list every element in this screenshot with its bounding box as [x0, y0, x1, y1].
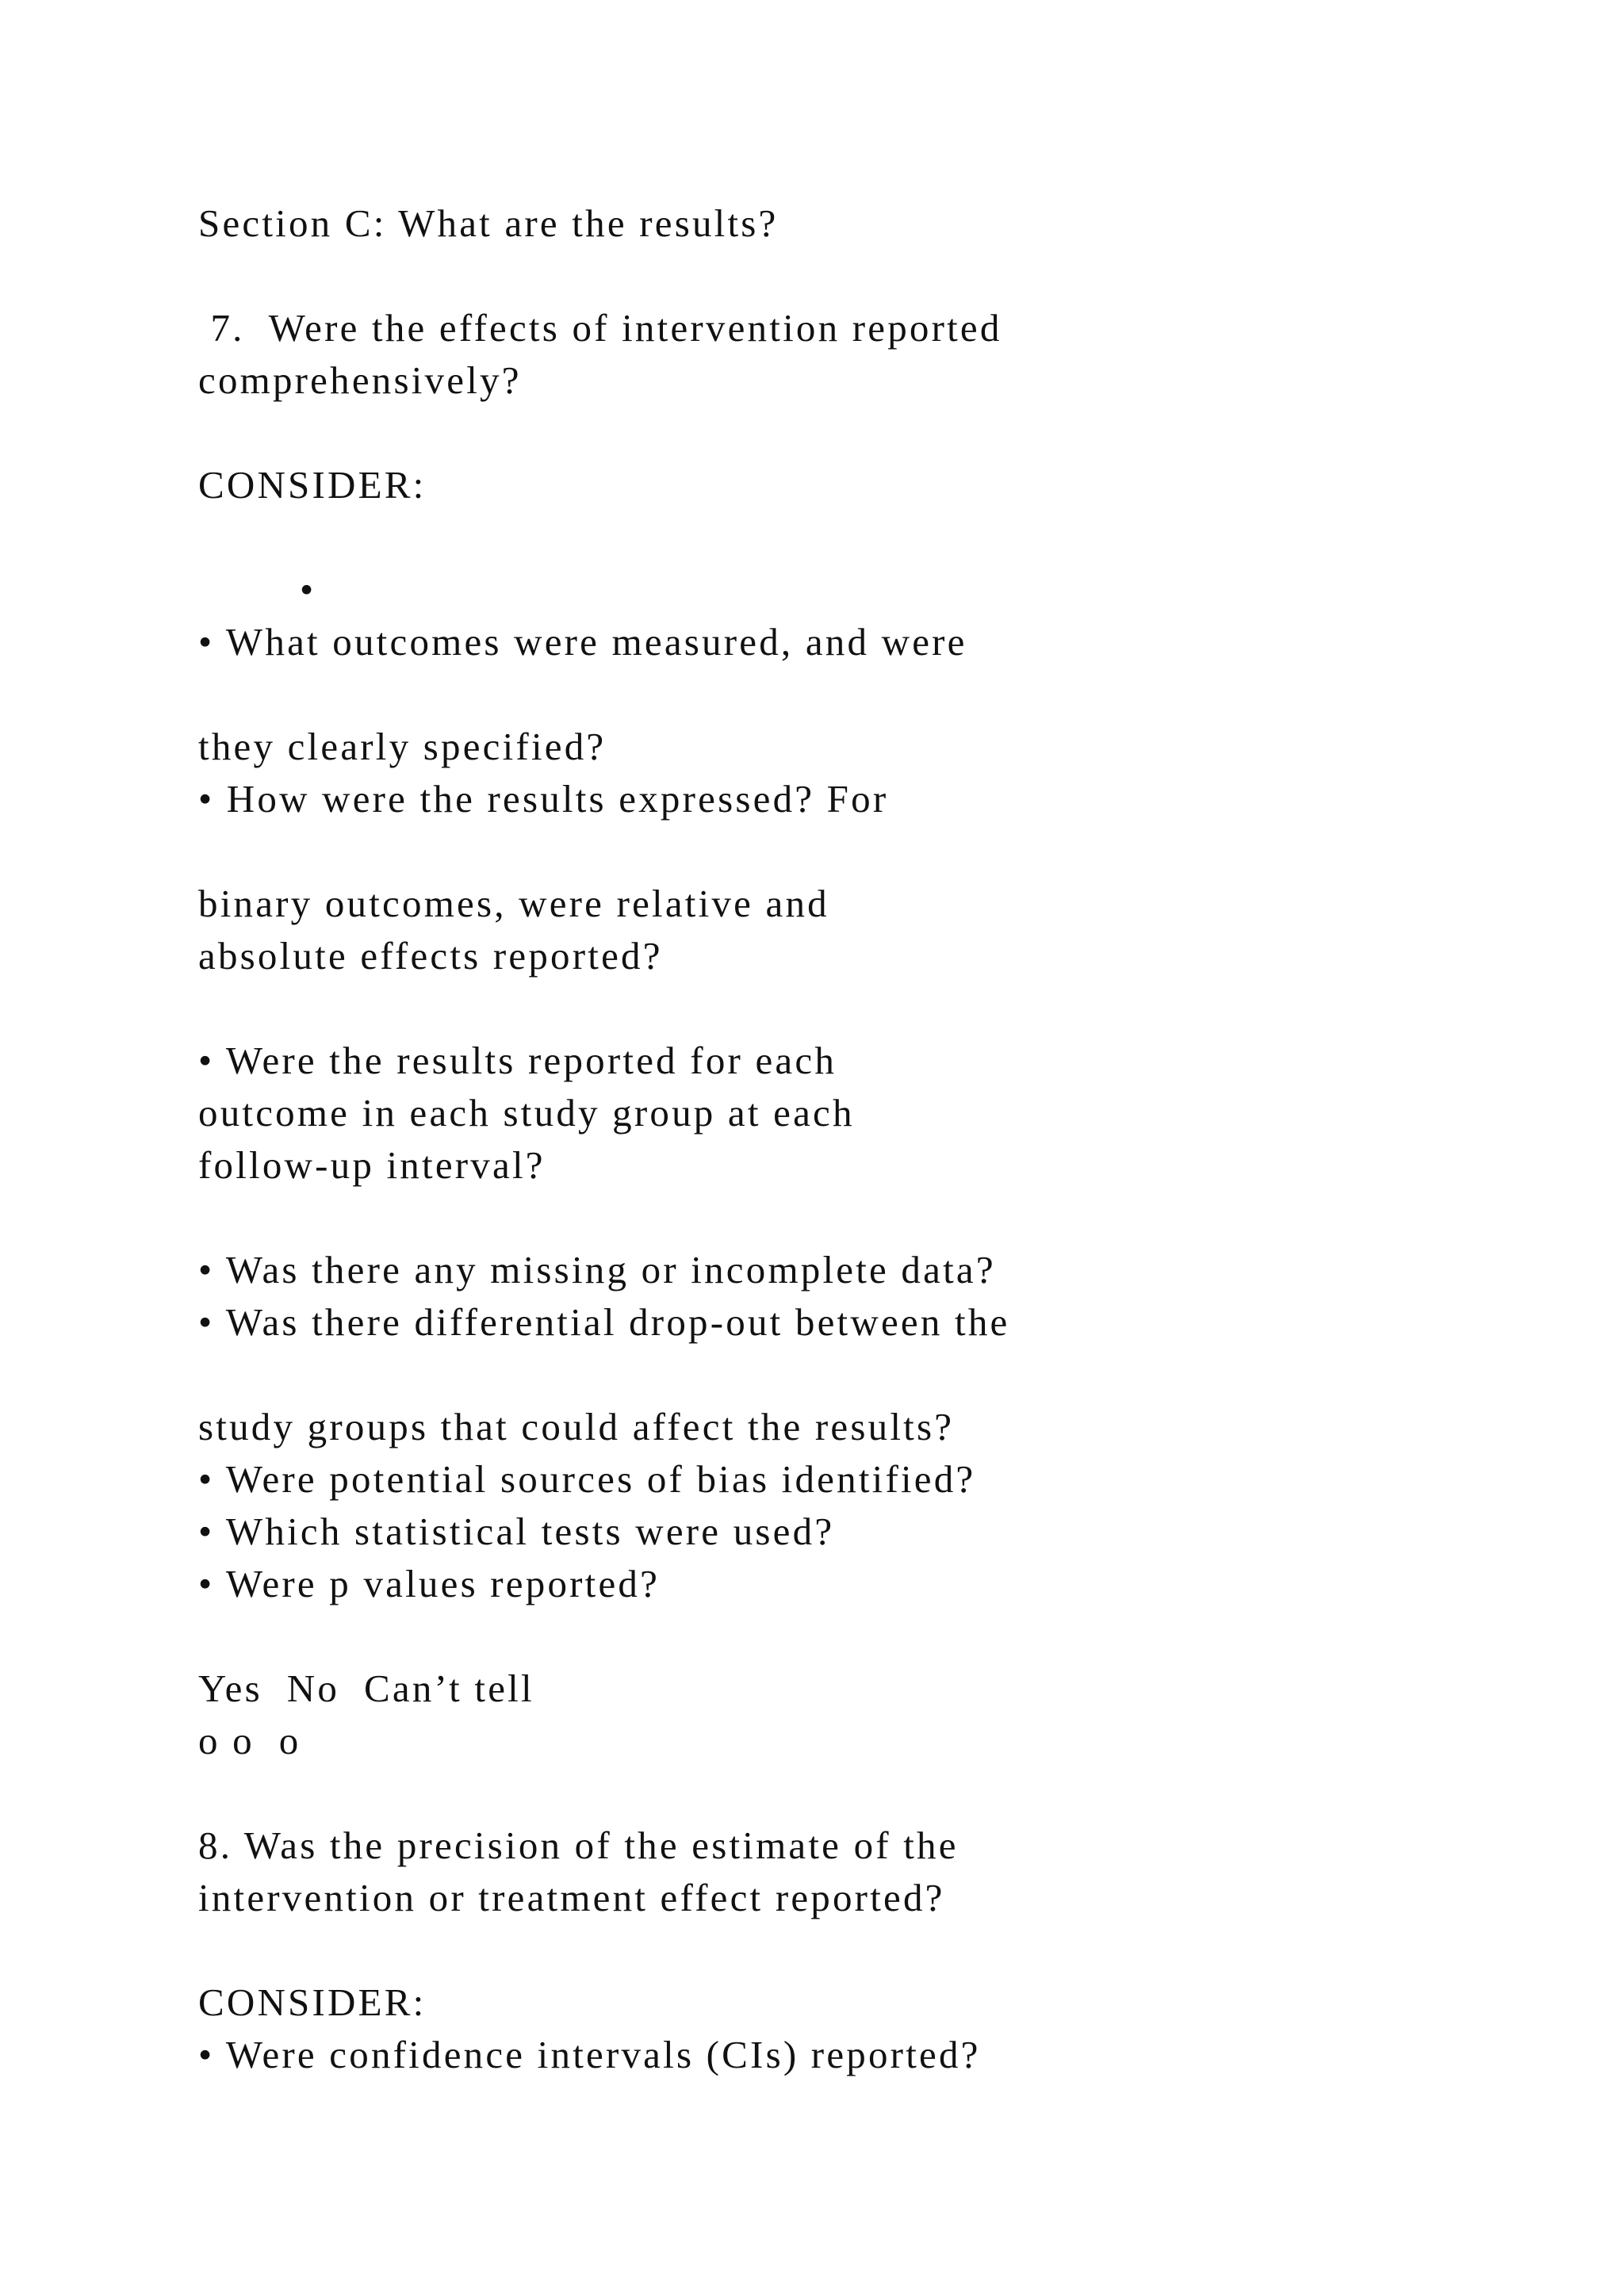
consider-item: • Were p values reported?: [198, 1562, 661, 1605]
bullet-icon: •: [300, 568, 316, 611]
question-7-title-continued: comprehensively?: [198, 358, 522, 402]
consider-item-continued: they clearly specified?: [198, 725, 607, 768]
consider-item-continued: binary outcomes, were relative and: [198, 882, 829, 925]
consider-heading: CONSIDER:: [198, 463, 427, 507]
answer-options-labels: Yes No Can’t tell: [198, 1667, 534, 1710]
consider-item-continued: study groups that could affect the results?: [198, 1405, 955, 1448]
answer-options-checkboxes: o o o: [198, 1719, 301, 1762]
consider-item: • Were potential sources of bias identified?: [198, 1457, 976, 1501]
question-8-title: 8. Was the precision of the estimate of the: [198, 1823, 959, 1867]
consider-item: • What outcomes were measured, and were: [198, 620, 967, 664]
consider-item: • How were the results expressed? For: [198, 777, 889, 821]
consider-item-continued: absolute effects reported?: [198, 934, 663, 978]
consider-item: • Were the results reported for each: [198, 1039, 837, 1082]
consider-item-continued: outcome in each study group at each: [198, 1091, 855, 1135]
consider-item: • Was there differential drop-out between the: [198, 1300, 1010, 1344]
consider-item: • Which statistical tests were used?: [198, 1510, 835, 1553]
consider-heading: CONSIDER:: [198, 1980, 427, 2024]
consider-item: • Was there any missing or incomplete data?: [198, 1248, 996, 1292]
consider-item: • Were confidence intervals (CIs) reported?: [198, 2033, 981, 2076]
section-heading: Section C: What are the results?: [198, 201, 779, 245]
consider-item-continued: follow-up interval?: [198, 1143, 546, 1187]
question-8-title-continued: intervention or treatment effect reported?: [198, 1876, 945, 1919]
question-7-title: 7. Were the effects of intervention reported: [198, 306, 1002, 350]
